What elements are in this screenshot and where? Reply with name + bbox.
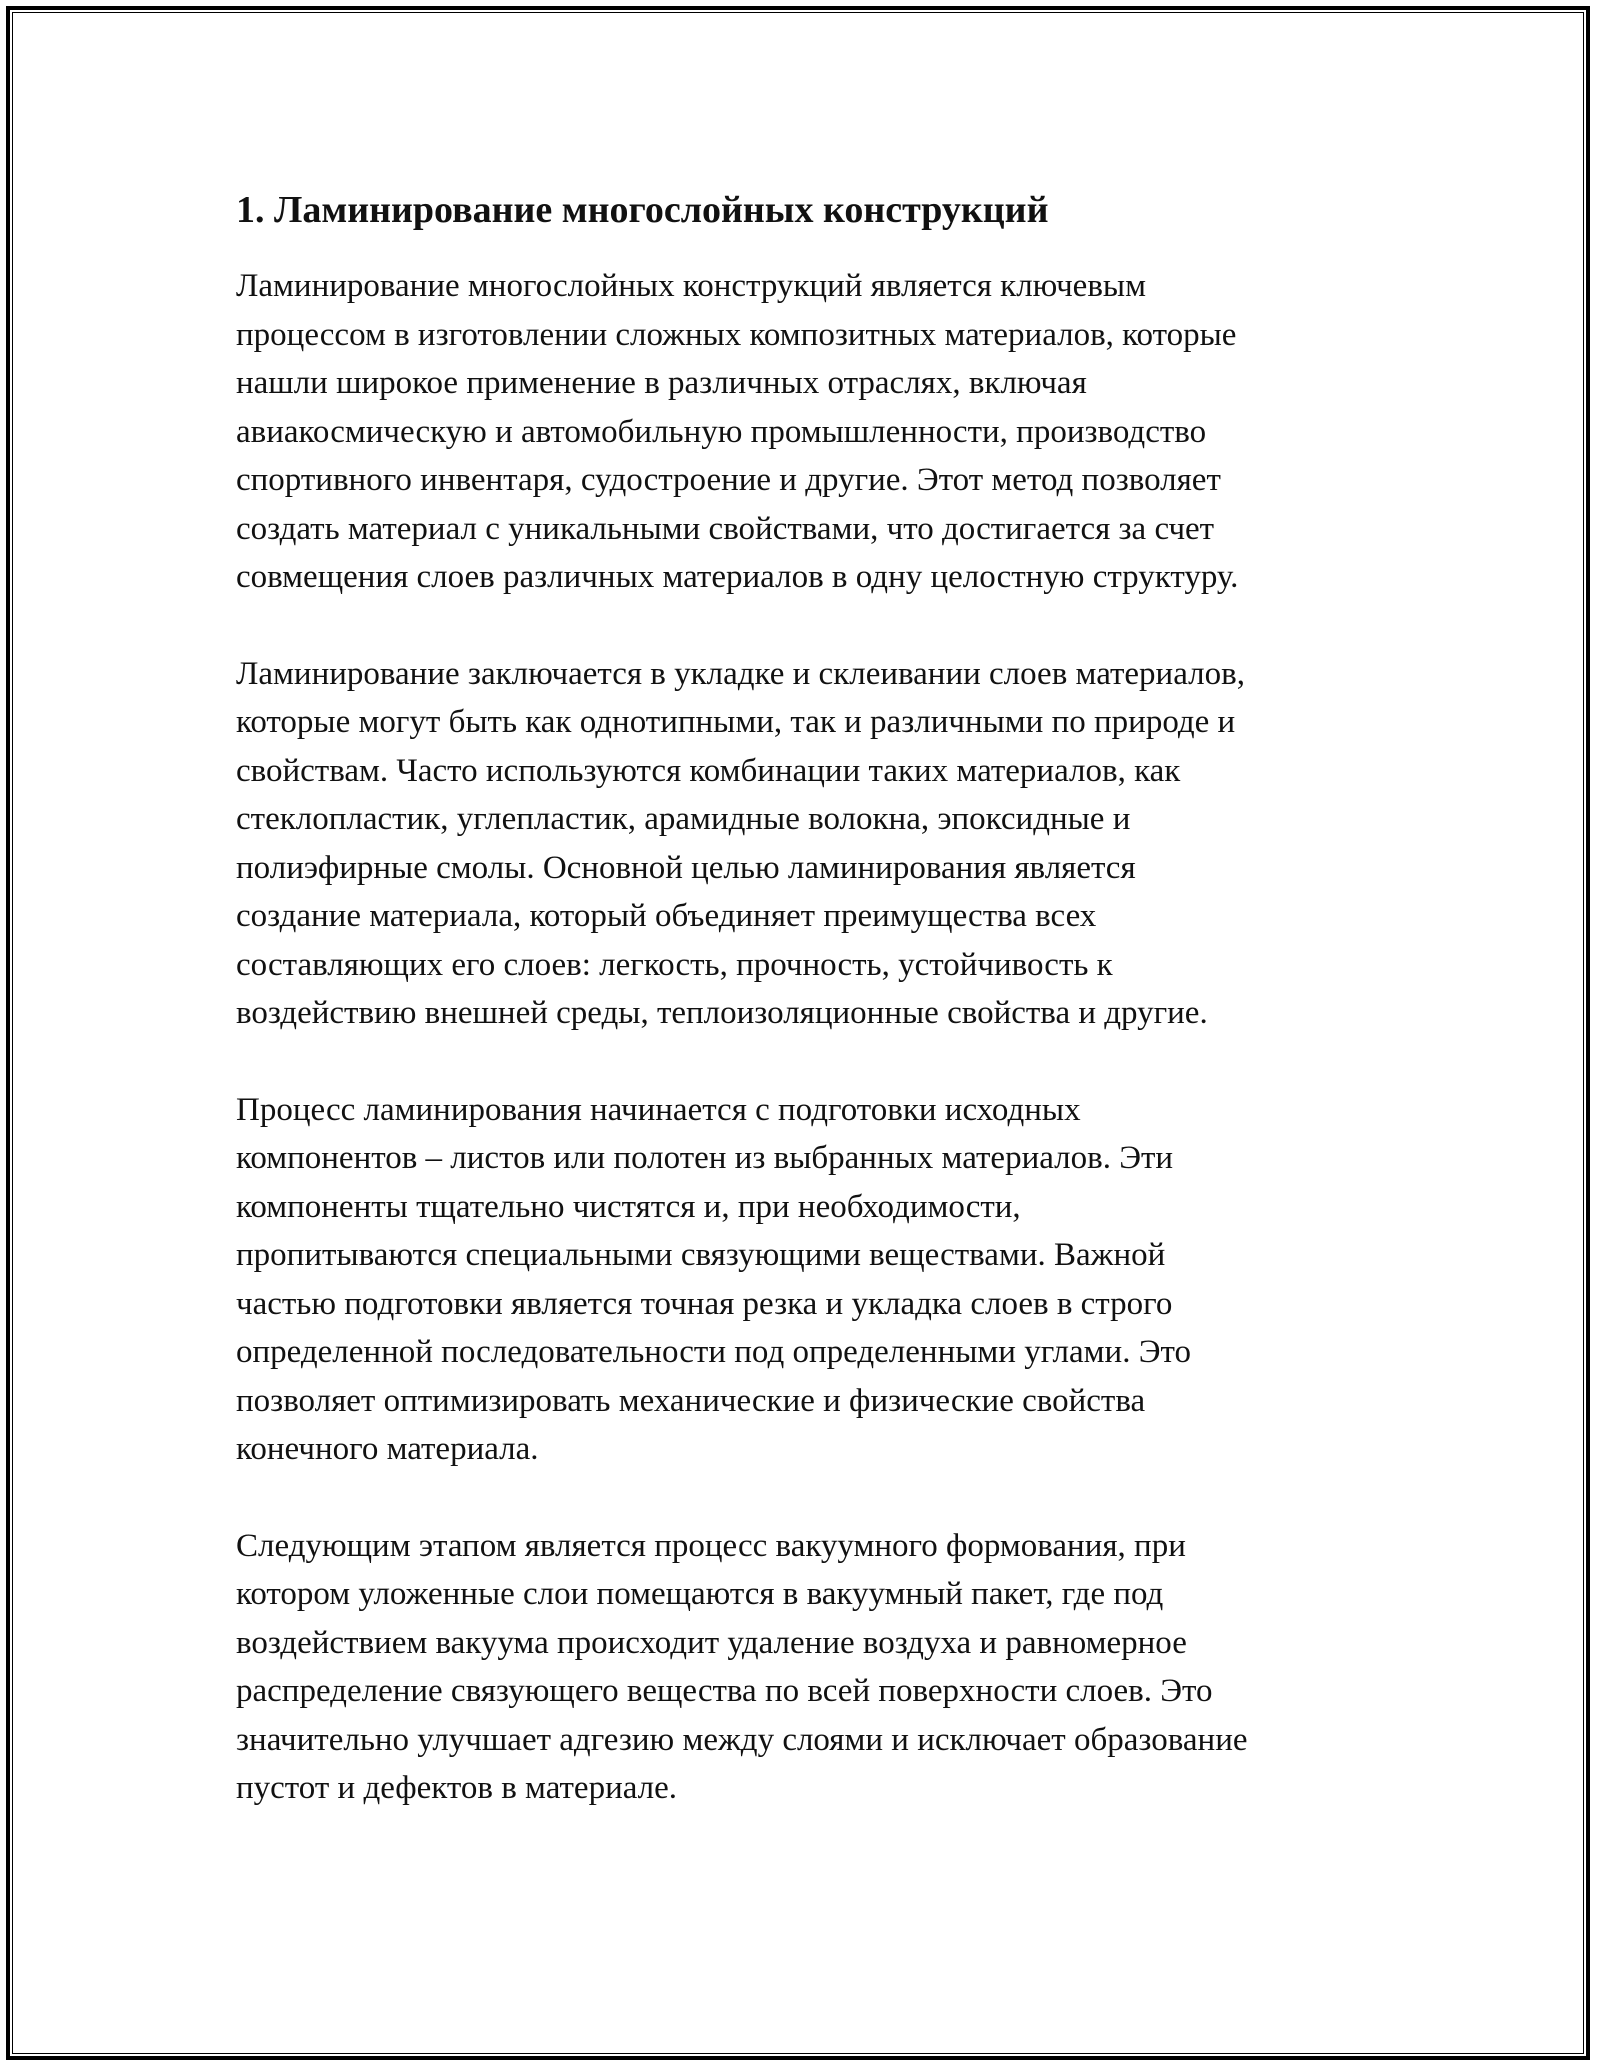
- document-body: [236, 186, 1376, 1861]
- paragraph-1: Ламинирование многослойных конструкций является ключевым процессом в изготовлении сложных композитных материалов, которые нашли широкое применение в различных отраслях, включая авиакосмическую и автомобильную промышленности, производство спортивного инвентаря, судостроение и другие. Этот метод позволяет создать материал с уникальными свойствами, что достигается за счет совмещения слоев различных материалов в одну целостную структуру.: [236, 268, 1239, 595]
- paragraph-4: Следующим этапом является процесс вакуумного формования, при котором уложенные слои помещаются в вакуумный пакет, где под воздействием вакуума происходит удаление воздуха и равномерное распределение связующего вещества по всей поверхности слоев. Это значительно улучшает адгезию между слоями и исключает образование пустот и дефектов в материале.: [236, 1527, 1248, 1806]
- paragraph-3: Процесс ламинирования начинается с подготовки исходных компонентов – листов или полотен из выбранных материалов. Эти компоненты тщательно чистятся и, при необходимости, пропитываются специальными связующими веществами. Важной частью подготовки является точная резка и укладка слоев в строго определенной последовательности под определенными углами. Это позволяет оптимизировать механические и физические свойства конечного материала.: [236, 1091, 1191, 1467]
- paragraph-2: Ламинирование заключается в укладке и склеивании слоев материалов, которые могут быть как однотипными, так и различными по природе и свойствам. Часто используются комбинации таких материалов, как стеклопластик, углепластик, арамидные волокна, эпоксидные и полиэфирные смолы. Основной целью ламинирования является создание материала, который объединяет преимущества всех составляющих его слоев: легкость, прочность, устойчивость к воздействию внешней среды, теплоизоляционные свойства и другие.: [236, 655, 1245, 1031]
- section-heading: 1. Ламинирование многослойных конструкций: [236, 189, 1049, 231]
